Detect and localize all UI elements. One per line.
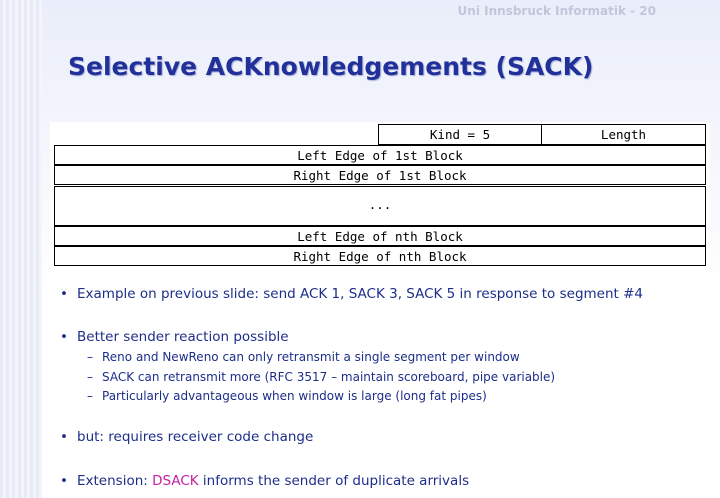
kind-field: Kind = 5	[378, 124, 542, 145]
sub-bullet-item	[87, 350, 520, 364]
bullet-item	[60, 429, 313, 445]
left-decorative-strip	[0, 0, 42, 498]
length-field: Length	[541, 124, 706, 145]
sub-bullet-text: Reno and NewReno can only retransmit a single segment per window	[102, 350, 520, 364]
right-edge-first-block-row: Right Edge of 1st Block	[54, 165, 706, 185]
left-edge-nth-block-row: Left Edge of nth Block	[54, 226, 706, 246]
bullet-marker: •	[60, 286, 68, 302]
bullet-text: Better sender reaction possible	[77, 329, 289, 345]
bullet-marker: •	[60, 329, 68, 345]
bullet-text-suffix: informs the sender of duplicate arrivals	[198, 473, 470, 489]
right-edge-nth-block-row: Right Edge of nth Block	[54, 246, 706, 266]
sub-bullet-text: Particularly advantageous when window is large (long fat pipes)	[102, 389, 487, 403]
ellipsis-row: ...	[54, 186, 706, 226]
sack-option-diagram	[50, 122, 710, 270]
bullet-marker: •	[60, 473, 68, 489]
bullet-text: Example on previous slide: send ACK 1, SACK 3, SACK 5 in response to segment #4	[77, 286, 644, 302]
sub-bullet-marker: –	[87, 350, 93, 364]
sub-bullet-text: SACK can retransmit more (RFC 3517 – maintain scoreboard, pipe variable)	[102, 370, 556, 384]
bullet-item	[60, 329, 289, 345]
sub-bullet-marker: –	[87, 370, 93, 384]
slide-header-label: Uni Innsbruck Informatik - 20	[457, 4, 656, 18]
bullet-text: but: requires receiver code change	[77, 429, 314, 445]
dsack-highlight: DSACK	[152, 473, 199, 489]
left-edge-first-block-row: Left Edge of 1st Block	[54, 145, 706, 165]
bullet-item	[60, 473, 469, 489]
sub-bullet-marker: –	[87, 389, 93, 403]
bullet-item	[60, 286, 643, 302]
bullet-text-prefix: Extension:	[77, 473, 153, 489]
bullet-marker: •	[60, 429, 68, 445]
sub-bullet-item	[87, 370, 555, 384]
slide-title: Selective ACKnowledgements (SACK)	[68, 52, 594, 81]
sub-bullet-item	[87, 389, 487, 403]
